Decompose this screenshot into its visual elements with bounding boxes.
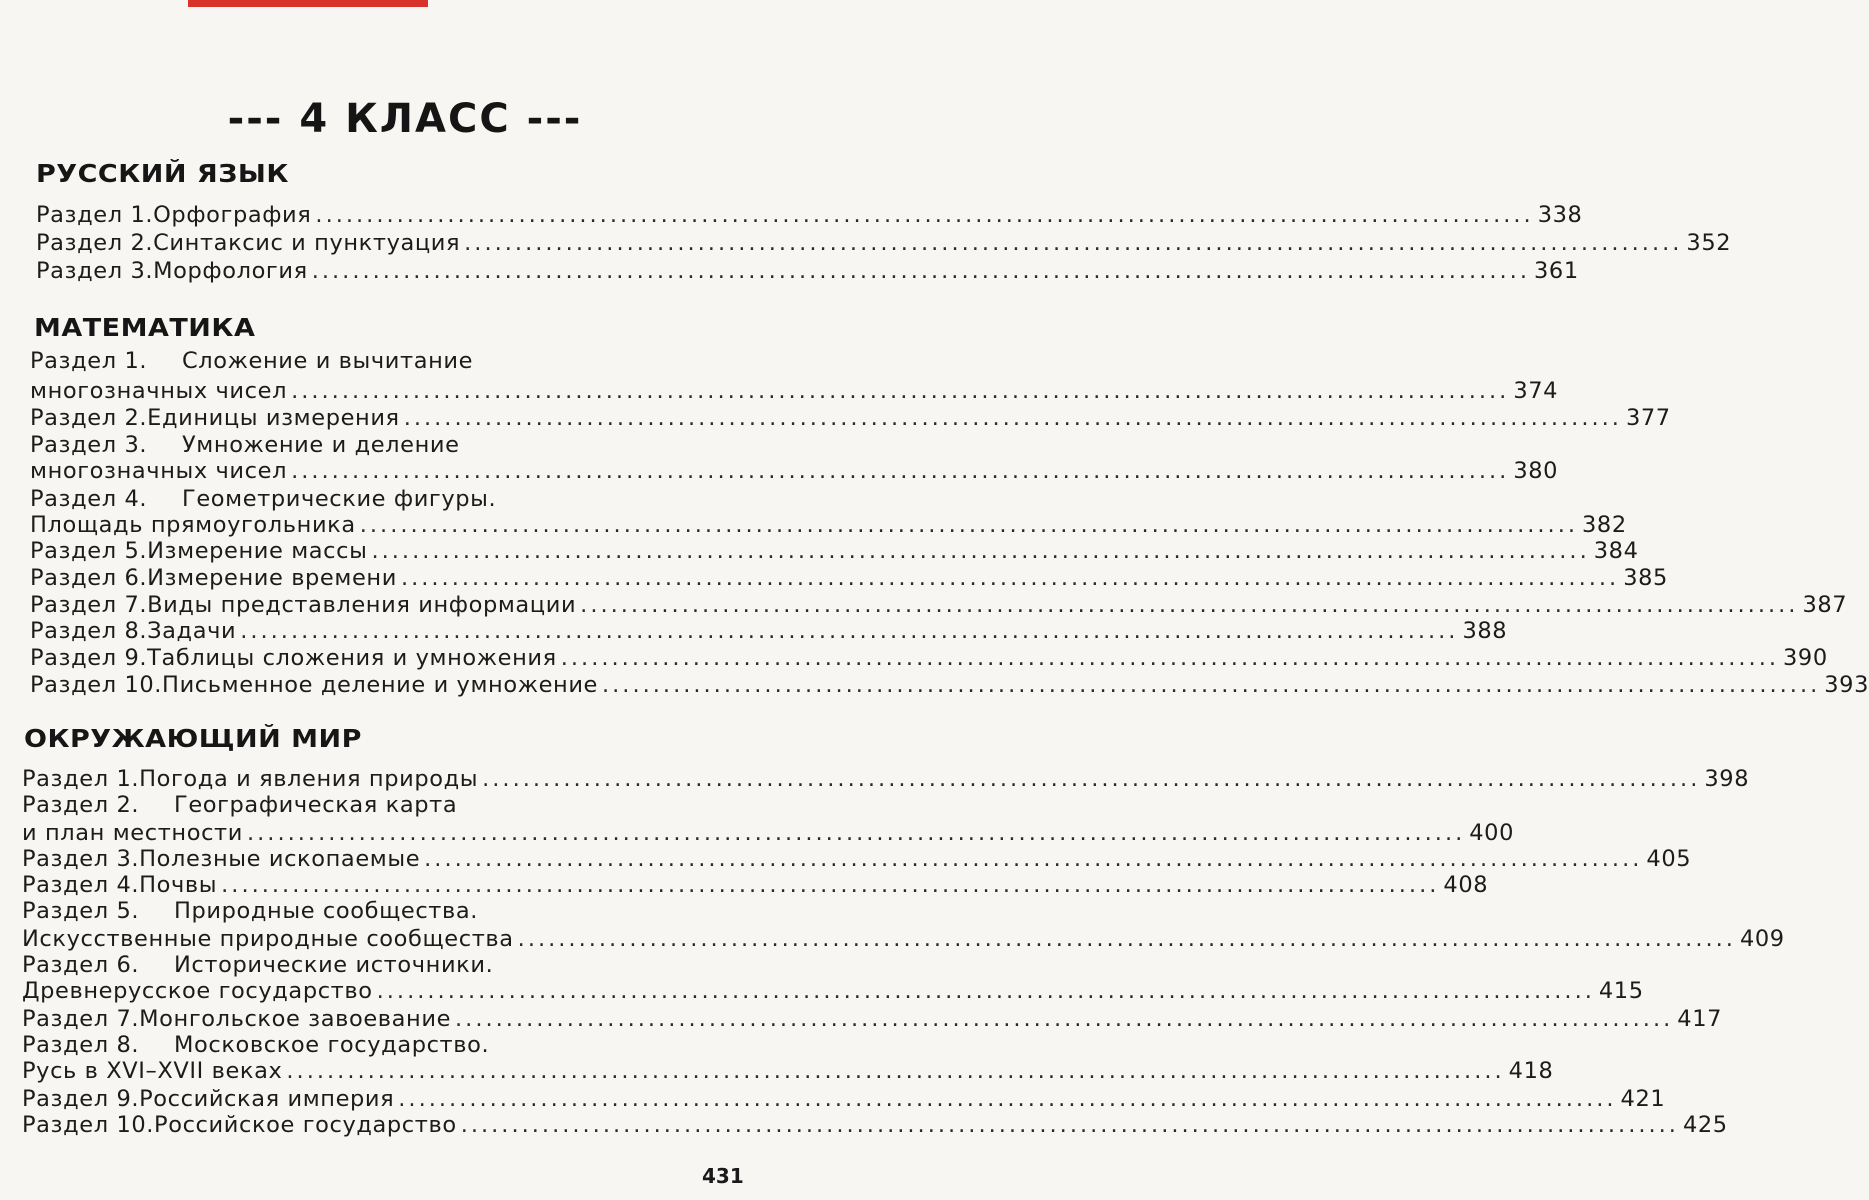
toc-row[interactable] [30,592,1848,618]
dot-leader: ........................................................................................................................ [291,458,1510,484]
toc-page-number: 421 [1620,1086,1666,1112]
toc-page-number: 382 [1582,512,1627,538]
toc-row[interactable] [22,820,1515,846]
toc-page-number: 380 [1513,458,1559,484]
section-title: РУССКИЙ ЯЗЫК [36,160,289,189]
toc-row[interactable] [30,378,1559,404]
dot-leader: ........................................................................................................................ [482,766,1701,792]
dot-leader: ........................................................................................................................ [455,1006,1674,1032]
toc-section-label: Раздел 6. [30,565,148,591]
toc-section-label: Раздел 4. [22,872,140,898]
toc-entry-title: Письменное деление и умножение [162,672,598,698]
toc-row[interactable] [22,872,1489,898]
dot-leader: ........................................................................................................................ [517,926,1736,952]
toc-row[interactable] [22,1006,1723,1032]
toc-section-label: Раздел 5. [30,538,148,564]
toc-section-label: Раздел 1. [22,766,140,792]
toc-page-number: 377 [1625,405,1671,431]
toc-page-number: 398 [1704,766,1750,792]
toc-entry-title: Исторические источники. [174,952,494,978]
toc-page-number: 408 [1443,872,1489,898]
dot-leader: ........................................................................................................................ [464,230,1683,256]
toc-section-label: Раздел 1. [36,202,154,228]
toc-section-label: Раздел 7. [30,592,148,618]
toc-page-number: 393 [1824,672,1869,698]
toc-row[interactable] [30,405,1671,431]
toc-section-label: Раздел 5. [22,898,140,924]
toc-page-number: 405 [1646,846,1692,872]
toc-section-label: Раздел 1. [30,348,148,374]
toc-entry-title: Виды представления информации [147,592,577,618]
dot-leader: ........................................................................................................................ [311,258,1530,284]
toc-section-label: Раздел 2. [36,230,154,256]
dot-leader: ........................................................................................................................ [602,672,1821,698]
section-title: МАТЕМАТИКА [34,314,256,343]
toc-row[interactable] [22,926,1785,952]
toc-section-label: Раздел 9. [22,1086,140,1112]
toc-row[interactable] [22,1058,1554,1084]
toc-section-label: Раздел 3. [30,432,148,458]
grade-title: --- 4 КЛАСС --- [227,96,583,142]
toc-page-number: 409 [1739,926,1785,952]
dot-leader: ........................................................................................................................ [315,202,1534,228]
toc-row[interactable] [36,202,1583,228]
toc-page-number: 361 [1533,258,1579,284]
dot-leader: ........................................................................................................................ [359,512,1579,538]
toc-entry-title: Монгольское завоевание [139,1006,452,1032]
toc-section-label: Раздел 10. [30,672,163,698]
toc-section-label: Раздел 9. [30,645,148,671]
dot-leader: ........................................................................................................................ [560,645,1780,671]
section-title: ОКРУЖАЮЩИЙ МИР [24,725,362,754]
toc-page-number: 387 [1802,592,1848,618]
toc-section-label: Раздел 2. [22,792,140,818]
toc-entry-title: многозначных чисел [30,378,288,404]
toc-section-label: Раздел 8. [22,1032,140,1058]
dot-leader: ........................................................................................................................ [424,846,1643,872]
toc-entry-title: Площадь прямоугольника [30,512,356,538]
toc-row[interactable] [22,1112,1728,1138]
toc-entry-title: Полезные ископаемые [139,846,421,872]
toc-entry-title: Природные сообщества. [174,898,478,924]
toc-row[interactable] [22,766,1750,792]
toc-page-number: 400 [1469,820,1515,846]
toc-entry-title: Умножение и деление [182,432,460,458]
dot-leader: ........................................................................................................................ [371,538,1590,564]
toc-entry-title: Российское государство [154,1112,457,1138]
toc-row[interactable] [30,672,1869,698]
toc-entry-title: Искусственные природные сообщества [22,926,514,952]
toc-page-number: 385 [1623,565,1668,591]
dot-leader: ........................................................................................................................ [291,378,1510,404]
toc-entry-title: Древнерусское государство [22,978,373,1004]
toc-entry-title: Геометрические фигуры. [182,486,497,512]
toc-section-label: Раздел 4. [30,486,148,512]
toc-row[interactable] [30,458,1559,484]
toc-entry-title: Синтаксис и пунктуация [153,230,461,256]
toc-entry-title: Единицы измерения [147,405,400,431]
toc-entry-title: Русь в XVI–XVII веках [22,1058,283,1084]
dot-leader: ........................................................................................................................ [403,405,1622,431]
toc-page-number: 418 [1508,1058,1554,1084]
toc-page-number: 388 [1462,618,1508,644]
toc-section-label: Раздел 7. [22,1006,140,1032]
toc-entry-title: Задачи [147,618,237,644]
toc-section-label: Раздел 8. [30,618,148,644]
toc-entry-title: Измерение времени [147,565,397,591]
toc-entry-title: Морфология [153,258,308,284]
toc-page-number: 338 [1537,202,1583,228]
toc-page-number: 352 [1686,230,1732,256]
toc-entry-title: Погода и явления природы [139,766,479,792]
dot-leader: ........................................................................................................................ [580,592,1799,618]
toc-section-label: Раздел 3. [22,846,140,872]
toc-row[interactable] [22,1086,1666,1112]
toc-row[interactable] [30,432,758,458]
toc-row[interactable] [22,898,748,924]
dot-leader: ........................................................................................................................ [240,618,1459,644]
toc-row[interactable] [30,618,1508,644]
top-color-strip [188,0,428,7]
toc-entry-title: Географическая карта [174,792,458,818]
toc-row[interactable] [36,230,1732,256]
toc-entry-title: Российская империя [139,1086,395,1112]
toc-entry-title: Почвы [139,872,218,898]
dot-leader: ........................................................................................................................ [376,978,1595,1004]
toc-page-number: 417 [1677,1006,1723,1032]
dot-leader: ........................................................................................................................ [221,872,1440,898]
dot-leader: ........................................................................................................................ [247,820,1466,846]
toc-page-number: 384 [1593,538,1639,564]
toc-row[interactable] [22,792,748,818]
toc-page-number: 374 [1513,378,1559,404]
toc-section-label: Раздел 10. [22,1112,155,1138]
toc-entry-title: Московское государство. [174,1032,490,1058]
toc-page-number: 425 [1682,1112,1728,1138]
toc-row[interactable] [30,538,1639,564]
page-number: 431 [702,1164,744,1188]
toc-entry-title: Сложение и вычитание [182,348,474,374]
toc-row[interactable] [30,565,1668,591]
toc-page-number: 415 [1598,978,1644,1004]
toc-entry-title: многозначных чисел [30,458,288,484]
toc-entry-title: Орфография [153,202,312,228]
dot-leader: ........................................................................................................................ [398,1086,1617,1112]
dot-leader: ........................................................................................................................ [400,565,1620,591]
toc-row[interactable] [30,486,758,512]
toc-row[interactable] [30,645,1828,671]
toc-entry-title: и план местности [22,820,243,846]
toc-section-label: Раздел 2. [30,405,148,431]
toc-entry-title: Таблицы сложения и умножения [147,645,557,671]
toc-row[interactable] [22,952,748,978]
toc-row[interactable] [30,348,758,374]
toc-row[interactable] [22,978,1644,1004]
dot-leader: ........................................................................................................................ [286,1058,1505,1084]
toc-row[interactable] [30,512,1627,538]
dot-leader: ........................................................................................................................ [460,1112,1679,1138]
toc-page-number: 390 [1783,645,1828,671]
toc-section-label: Раздел 3. [36,258,154,284]
toc-entry-title: Измерение массы [147,538,368,564]
toc-row[interactable] [22,846,1692,872]
toc-row[interactable] [22,1032,748,1058]
toc-section-label: Раздел 6. [22,952,140,978]
toc-row[interactable] [36,258,1579,284]
